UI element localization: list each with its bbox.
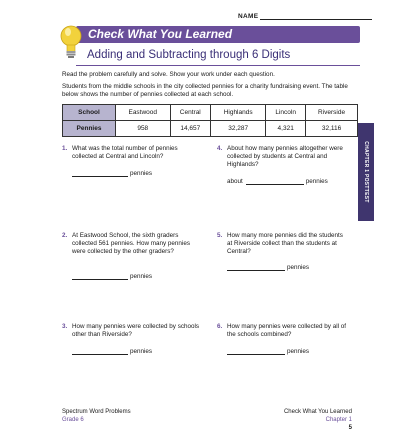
question-number: 3. [62,323,68,330]
question-text: What was the total number of pennies collected at Central and Lincoln? [72,145,178,160]
name-field[interactable] [238,12,372,20]
answer-2[interactable] [72,272,152,280]
table-row [63,105,358,121]
table-cell: Eastwood [116,105,171,121]
table-cell: 14,657 [170,121,211,137]
answer-4[interactable] [227,177,328,185]
question-6 [217,323,357,343]
question-number: 2. [62,232,68,239]
footer-book: Spectrum Word Problems [62,409,131,415]
lightbulb-icon [59,24,85,60]
instructions: Read the problem carefully and solve. Show your work under each question. [62,71,275,78]
answer-5[interactable] [227,263,309,271]
question-5 [217,232,357,260]
table-cell: Riverside [306,105,358,121]
pennies-table [62,104,358,137]
answer-unit: pennies [287,348,310,355]
footer-left [62,408,131,424]
side-tab-label: CHAPTER 1 POSTTEST [363,141,369,203]
answer-blank[interactable] [227,263,285,271]
question-text: How many pennies were collected by all of the schools combined? [227,323,347,338]
footer-section: Check What You Learned [283,409,352,415]
page-number: 5 [348,425,352,431]
answer-3[interactable] [72,347,152,355]
answer-blank[interactable] [72,169,128,177]
answer-blank[interactable] [227,347,285,355]
page-subtitle: Adding and Subtracting through 6 Digits [87,49,291,61]
intro-text: Students from the middle schools in the city collected pennies for a charity fundraising event. The table below shows the number of pennies collected at each school. [62,83,348,98]
answer-unit: pennies [130,170,153,177]
question-3 [62,323,202,343]
footer-right [284,408,352,432]
table-cell: 4,321 [266,121,306,137]
answer-unit: pennies [130,348,153,355]
footer-chapter: Chapter 1 [325,417,352,423]
question-text: How many more pennies did the students at Riverside collect than the students at Central? [227,232,343,255]
page-title: Check What You Learned [88,27,233,41]
question-number: 6. [217,323,223,330]
table-header-cell: Pennies [63,121,116,137]
table-header-cell: School [63,105,116,121]
answer-blank[interactable] [72,347,128,355]
table-cell: 958 [116,121,171,137]
answer-blank[interactable] [72,272,128,280]
answer-unit: pennies [287,264,310,271]
question-2 [62,232,202,268]
answer-1[interactable] [72,169,152,177]
question-text: About how many pennies altogether were collected by students at Central and Highlands? [227,145,343,168]
question-text: At Eastwood School, the sixth graders collected 561 pennies. How many pennies were collected by the other graders? [72,232,190,255]
question-number: 5. [217,232,223,239]
answer-unit: pennies [130,273,153,280]
name-label: NAME [238,13,259,20]
name-blank[interactable] [260,12,372,20]
question-4 [217,145,357,173]
answer-blank[interactable] [246,177,304,185]
table-row [63,121,358,137]
table-cell: Lincoln [266,105,306,121]
table-cell: Highlands [211,105,266,121]
question-1 [62,145,202,165]
question-number: 1. [62,145,68,152]
table-cell: 32,287 [211,121,266,137]
answer-6[interactable] [227,347,309,355]
table-cell: 32,116 [306,121,358,137]
question-number: 4. [217,145,223,152]
table-cell: Central [170,105,211,121]
answer-unit: pennies [305,178,328,185]
answer-prefix: about [227,178,243,185]
question-text: How many pennies were collected by schools other than Riverside? [72,323,200,338]
subtitle-rule [76,65,360,66]
footer-grade: Grade 6 [62,417,84,423]
